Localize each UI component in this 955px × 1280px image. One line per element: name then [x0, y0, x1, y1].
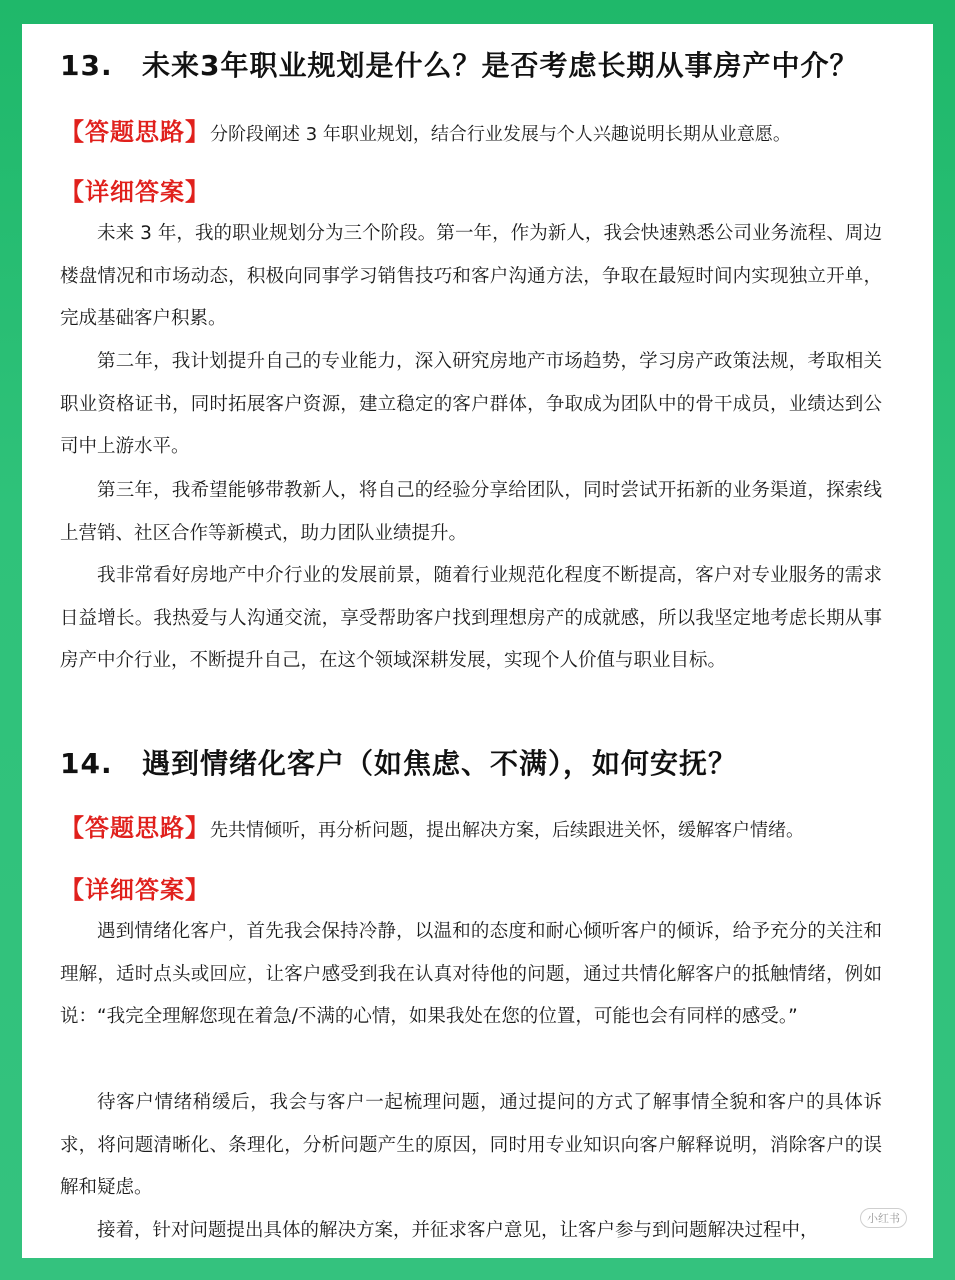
- q13-paragraph-1: 未来 3 年，我的职业规划分为三个阶段。第一年，作为新人，我会快速熟悉公司业务流程、周边楼盘情况和市场动态，积极向同事学习销售技巧和客户沟通方法，争取在最短时间内实现独立开单，完成基础客户积累。: [60, 223, 882, 329]
- q14-answer-label-line: [60, 870, 910, 905]
- q14-hint-line: [60, 808, 910, 843]
- question-text: 遇到情绪化客户（如焦虑、不满），如何安抚？: [142, 747, 738, 780]
- q13-paragraph-2: 第二年，我计划提升自己的专业能力，深入研究房地产市场趋势，学习房产政策法规，考取相关职业资格证书，同时拓展客户资源，建立稳定的客户群体，争取成为团队中的骨干成员，业绩达到公司中上游水平。: [60, 351, 882, 457]
- q13-answer-label-line: [60, 172, 910, 207]
- answer-label: 【详细答案】: [60, 876, 210, 904]
- question-text: 未来3年职业规划是什么？是否考虑长期从事房产中介？: [142, 49, 859, 82]
- document-page: [22, 24, 933, 1258]
- q14-paragraph-3: 接着，针对问题提出具体的解决方案，并征求客户意见，让客户参与到问题解决过程中，: [97, 1220, 819, 1241]
- q13-hint-line: [60, 112, 910, 147]
- hint-text: 先共情倾听，再分析问题，提出解决方案，后续跟进关怀，缓解客户情绪。: [210, 820, 804, 841]
- answer-label: 【详细答案】: [60, 178, 210, 206]
- question-number: 13.: [60, 49, 113, 82]
- question-14-title: [60, 742, 906, 782]
- q13-paragraph-3: 第三年，我希望能够带教新人，将自己的经验分享给团队，同时尝试开拓新的业务渠道，探索线上营销、社区合作等新模式，助力团队业绩提升。: [60, 480, 882, 544]
- question-number: 14.: [60, 747, 113, 780]
- hint-label: 【答题思路】: [60, 118, 210, 146]
- question-13-title: [60, 44, 906, 84]
- hint-label: 【答题思路】: [60, 814, 210, 842]
- q14-paragraph-1: 遇到情绪化客户，首先我会保持冷静，以温和的态度和耐心倾听客户的倾诉，给予充分的关注和理解，适时点头或回应，让客户感受到我在认真对待他的问题，通过共情化解客户的抵触情绪，例如说：“我完全理解您现在着急/不满的心情，如果我处在您的位置，可能也会有同样的感受。”: [60, 921, 882, 1027]
- q14-paragraph-2: 待客户情绪稍缓后，我会与客户一起梳理问题，通过提问的方式了解事情全貌和客户的具体诉求，将问题清晰化、条理化，分析问题产生的原因，同时用专业知识向客户解释说明，消除客户的误解和疑虑。: [60, 1092, 882, 1198]
- watermark-badge: 小红书: [860, 1208, 907, 1228]
- hint-text: 分阶段阐述 3 年职业规划，结合行业发展与个人兴趣说明长期从业意愿。: [210, 124, 791, 145]
- q13-paragraph-4: 我非常看好房地产中介行业的发展前景，随着行业规范化程度不断提高，客户对专业服务的需求日益增长。我热爱与人沟通交流，享受帮助客户找到理想房产的成就感，所以我坚定地考虑长期从事房产中介行业，不断提升自己，在这个领域深耕发展，实现个人价值与职业目标。: [60, 565, 882, 671]
